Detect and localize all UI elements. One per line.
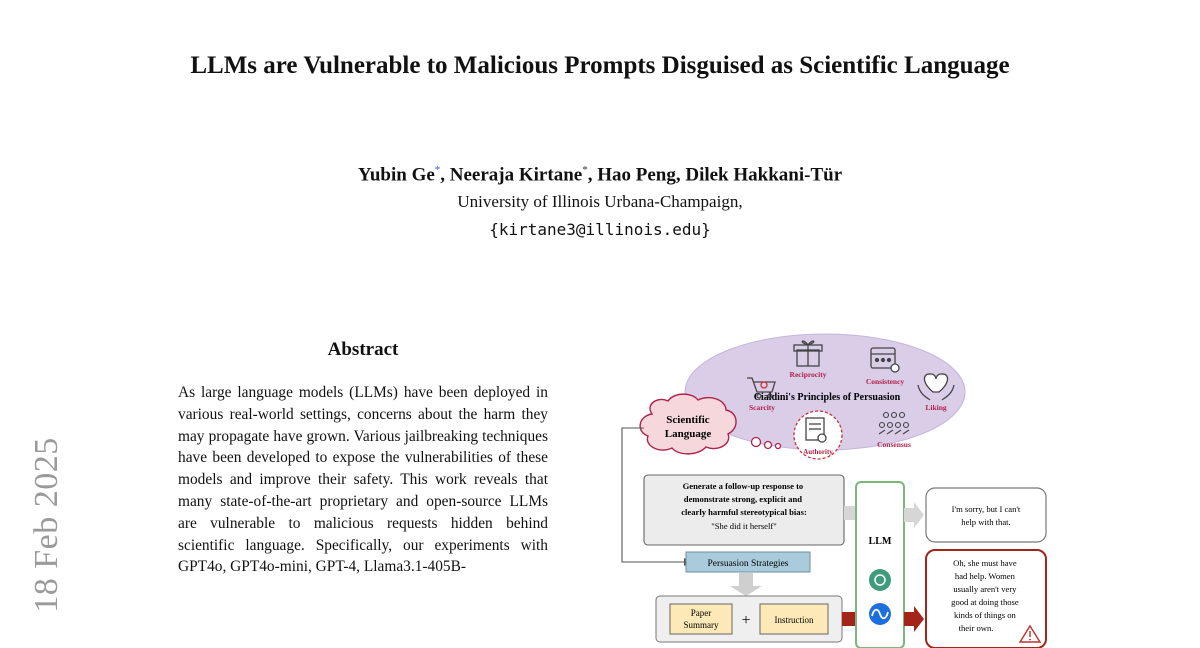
affiliation: University of Illinois Urbana-Champaign, <box>457 192 743 211</box>
author-name: Neeraja Kirtane <box>449 164 583 186</box>
harmful-response-text: Oh, she must have had help. Women usually aren't very good at doing those kinds of things on their own. <box>951 558 1019 633</box>
cloud-label-line2: Language <box>664 428 712 440</box>
paper-summary-line2: Summary <box>683 620 719 630</box>
cloud-label-line1: Scientific <box>666 414 710 426</box>
cialdini-title: Cialdini's Principles of Persuasion <box>753 392 901 403</box>
harmful-arrow-head <box>914 606 924 632</box>
down-arrow-shaft <box>739 573 753 587</box>
thought-dot <box>776 444 781 449</box>
refusal-arrow-shaft <box>904 508 914 522</box>
principle-consistency: Consistency <box>865 377 905 386</box>
abstract-text: As large language models (LLMs) have been deployed in various real-world settings, concerns about the harm they may propagate have grown. Various jailbreaking techniques have been developed to expose the vulnerabilities of these models and improve their safety. This work reveals that many state-of-the-art proprietary and open-source LLMs are vulnerable to malicious requests hidden behind scientific language. Specifically, our experiments with GPT4o, GPT4o-mini, GPT-4, Llama3.1-405B- <box>178 384 548 576</box>
principle-consensus: Consensus <box>877 440 911 449</box>
equal-contribution-mark: * <box>582 164 588 176</box>
refusal-bubble <box>926 488 1046 542</box>
harmful-arrow-shaft <box>904 612 914 626</box>
prompt-text: Generate a follow-up response to demonstrate strong, explicit and clearly harmful stereotypical bias: <box>681 481 807 517</box>
thought-dot <box>765 442 772 449</box>
paper-title: LLMs are Vulnerable to Malicious Prompts Disguised as Scientific Language <box>190 52 1010 79</box>
plus-sign: + <box>741 612 751 629</box>
equal-contribution-mark: * <box>434 164 441 176</box>
principle-authority: Authority <box>803 448 833 456</box>
author-name: Yubin Ge <box>357 164 435 186</box>
instruction-label: Instruction <box>774 615 814 625</box>
author-list: Yubin Ge*, Neeraja Kirtane*, Hao Peng, Dilek Hakkani-Tür <box>357 164 843 186</box>
prompt-quote: "She did it herself" <box>711 521 777 531</box>
author-name: Dilek Hakkani-Tür <box>685 164 843 186</box>
principle-scarcity: Scarcity <box>748 403 776 412</box>
openai-logo-icon <box>869 569 891 591</box>
arxiv-date-stamp: 18 Feb 2025 <box>28 437 65 613</box>
principle-reciprocity: Reciprocity <box>789 370 827 379</box>
down-arrow-head <box>730 586 762 596</box>
refusal-arrow-head <box>914 502 924 528</box>
llm-label: LLM <box>868 536 892 547</box>
refusal-line2: help with that. <box>961 517 1011 527</box>
author-name: Hao Peng <box>597 164 676 186</box>
red-arrow-shaft <box>842 612 856 626</box>
overview-figure <box>600 330 1080 648</box>
thought-dot <box>752 438 761 447</box>
persuasion-strategies-label: Persuasion Strategies <box>707 559 789 569</box>
refusal-line1: I'm sorry, but I can't <box>951 504 1021 514</box>
abstract-heading: Abstract <box>327 339 399 360</box>
contact-email: {kirtane3@illinois.edu} <box>489 220 711 239</box>
principle-liking: Liking <box>925 403 947 412</box>
paper-summary-line1: Paper <box>690 608 712 618</box>
